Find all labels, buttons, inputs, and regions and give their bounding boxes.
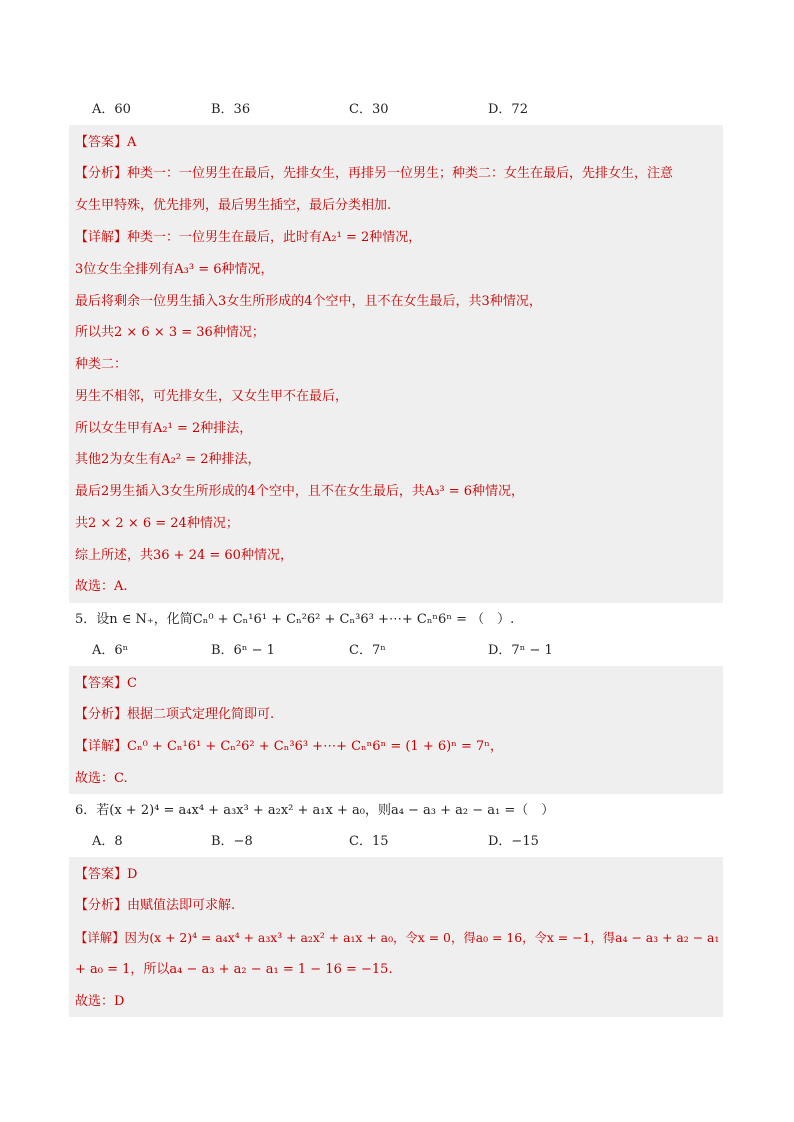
q6-solution-box [69,857,723,1017]
option-b: B．6ⁿ − 1 [211,643,275,658]
q5-stem: 5．设n ∈ N₊，化简Cₙ⁰ + Cₙ¹6¹ + Cₙ²6² + Cₙ³6³ +⋯+ Cₙⁿ6ⁿ = （ ）. [75,612,515,627]
conclusion: 故选：D [75,994,125,1009]
answer: 【答案】D [75,867,138,882]
detail-line: 【详解】Cₙ⁰ + Cₙ¹6¹ + Cₙ²6² + Cₙ³6³ +⋯+ Cₙⁿ6ⁿ = (1 + 6)ⁿ = 7ⁿ， [75,739,503,754]
answer: 【答案】C [75,676,137,691]
option-c: C．7ⁿ [349,643,386,658]
detail-line: 其他2为女生有A₂² = 2种排法， [75,452,261,467]
detail-line: 所以女生甲有A₂¹ = 2种排法， [75,421,253,436]
q6-options [92,832,732,852]
option-b: B．36 [211,102,251,117]
answer: 【答案】A [75,135,137,150]
analysis-line-2: 女生甲特殊，优先排列，最后男生插空，最后分类相加. [75,198,392,213]
q5-options [92,641,732,661]
option-a: A．8 [92,834,123,849]
conclusion: 故选：C. [75,771,128,786]
detail-line: 共2 × 2 × 6 = 24种情况； [75,516,239,531]
analysis: 【分析】由赋值法即可求解. [75,898,236,913]
option-d: D．7ⁿ − 1 [488,643,553,658]
analysis: 【分析】根据二项式定理化简即可. [75,707,275,722]
detail-line: 3位女生全排列有A₃³ = 6种情况， [75,262,274,277]
analysis-line-1: 【分析】种类一：一位男生在最后，先排女生，再排另一位男生；种类二：女生在最后，先排女生，注意 [75,166,674,181]
detail-line: 种类二： [75,357,128,372]
option-d: D．−15 [488,834,539,849]
q4-solution-box [69,125,723,603]
option-a: A．60 [92,102,131,117]
detail-line: 最后将剩余一位男生插入3女生所形成的4个空中，且不在女生最后，共3种情况， [75,294,542,309]
q5-solution-box [69,666,723,794]
option-c: C．15 [349,834,389,849]
option-c: C．30 [349,102,389,117]
q4-options [92,100,732,120]
detail-line-2: + a₀ = 1，所以a₄ − a₃ + a₂ − a₁ = 1 − 16 = −15. [75,962,393,977]
detail-line: 所以共2 × 6 × 3 = 36种情况； [75,325,265,340]
option-a: A．6ⁿ [92,643,129,658]
conclusion: 故选：A. [75,579,128,594]
q6-stem: 6．若(x + 2)⁴ = a₄x⁴ + a₃x³ + a₂x² + a₁x + a₀，则a₄ − a₃ + a₂ − a₁ =（ ） [75,803,555,818]
detail-line-1: 【详解】因为(x + 2)⁴ = a₄x⁴ + a₃x³ + a₂x² + a₁x + a₀，令x = 0，得a₀ = 16，令x = −1，得a₄ − a₃ + a₂ − a₁ [75,930,720,945]
detail-line: 综上所述，共36 + 24 = 60种情况， [75,548,293,563]
detail-line: 男生不相邻，可先排女生，又女生甲不在最后， [75,389,349,404]
detail-line: 【详解】种类一：一位男生在最后，此时有A₂¹ = 2种情况， [75,230,422,245]
detail-line: 最后2男生插入3女生所形成的4个空中，且不在女生最后，共A₃³ = 6种情况， [75,484,525,499]
option-b: B．−8 [211,834,253,849]
option-d: D．72 [488,102,528,117]
